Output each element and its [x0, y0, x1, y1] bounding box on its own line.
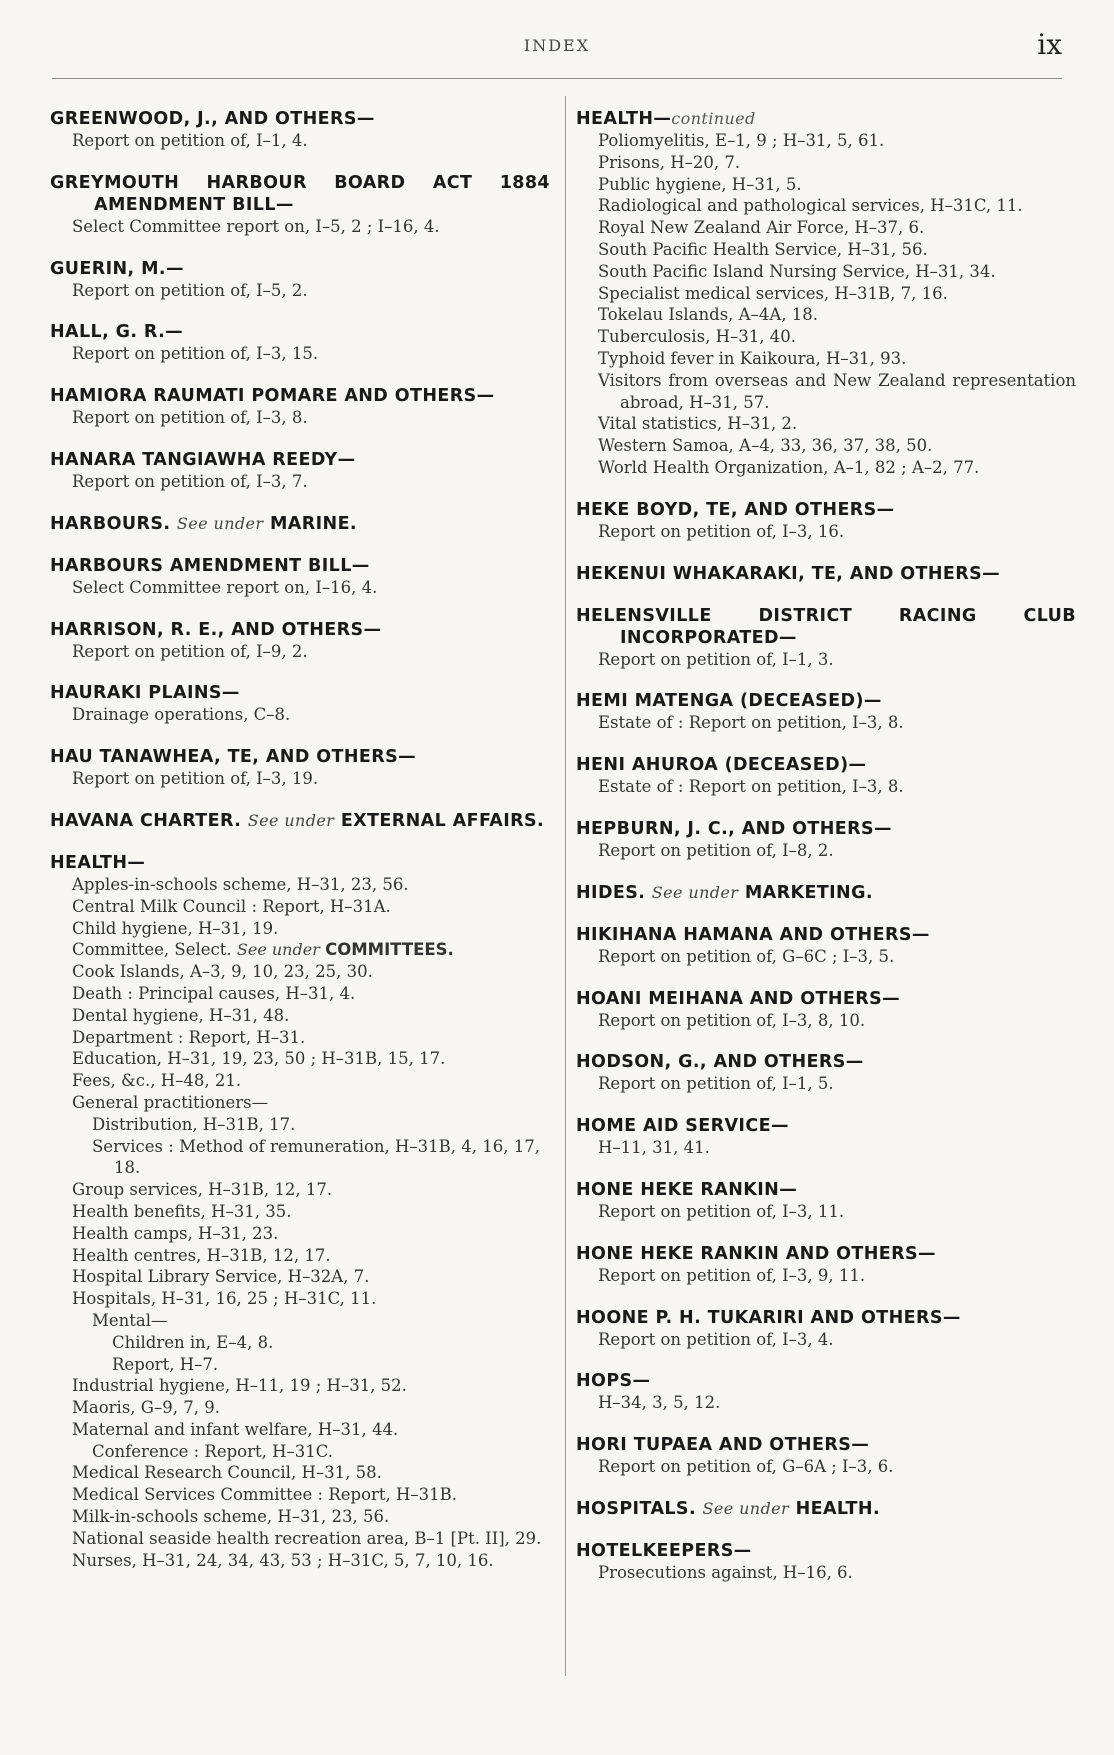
- entry-heading: HEALTH—: [50, 852, 146, 873]
- see-under-text: See under: [247, 810, 335, 830]
- entry-heading: HORI TUPAEA AND OTHERS—: [576, 1435, 870, 1456]
- index-entry-hotelkeepers: [576, 1540, 1076, 1584]
- entry-detail: Report on petition of, I–9, 2.: [72, 641, 308, 661]
- subentry: South Pacific Island Nursing Service, H–31, 34.: [598, 261, 996, 281]
- index-entry-havana: [50, 810, 550, 832]
- subentry: Medical Research Council, H–31, 58.: [72, 1463, 382, 1483]
- subentry: World Health Organization, A–1, 82 ; A–2, 77.: [598, 457, 980, 477]
- continued-label: continued: [671, 109, 756, 128]
- health-items-e: [50, 1462, 550, 1571]
- subentry: Milk-in-schools scheme, H–31, 23, 56.: [72, 1507, 390, 1527]
- subentry: Health centres, H–31B, 12, 17.: [72, 1245, 331, 1265]
- index-entry-heni-ahuroa: [576, 754, 1076, 798]
- subentry: Medical Services Committee : Report, H–31B.: [72, 1485, 458, 1505]
- subsubentry: Distribution, H–31B, 17.: [92, 1114, 296, 1134]
- subentry: Group services, H–31B, 12, 17.: [72, 1180, 333, 1200]
- cross-reference: MARINE.: [269, 513, 357, 534]
- cross-reference: MARKETING.: [744, 882, 873, 903]
- entry-detail: H–34, 3, 5, 12.: [598, 1393, 721, 1413]
- entry-detail: Select Committee report on, I–16, 4.: [72, 577, 378, 597]
- subentry: Child hygiene, H–31, 19.: [72, 918, 279, 938]
- subentry: General practitioners—: [72, 1092, 269, 1112]
- entry-heading: HOPS—: [576, 1371, 651, 1392]
- column-divider: [565, 96, 566, 1676]
- entry-heading: HIKIHANA HAMANA AND OTHERS—: [576, 924, 930, 945]
- entry-heading: HAMIORA RAUMATI POMARE AND OTHERS—: [50, 386, 495, 407]
- index-entry-hauraki: [50, 682, 550, 726]
- entry-heading: HEPBURN, J. C., AND OTHERS—: [576, 818, 892, 839]
- entry-heading: HAU TANAWHEA, TE, AND OTHERS—: [50, 747, 417, 768]
- subentry: Apples-in-schools scheme, H–31, 23, 56.: [72, 874, 409, 894]
- subentry: Maternal and infant welfare, H–31, 44.: [72, 1419, 399, 1439]
- subentry-committee: [50, 939, 550, 961]
- entry-detail: Report on petition of, I–3, 19.: [72, 769, 319, 789]
- subentry: Radiological and pathological services, H–31C, 11.: [598, 196, 1023, 216]
- index-entry-hoone: [576, 1307, 1076, 1351]
- entry-heading: HOANI MEIHANA AND OTHERS—: [576, 988, 901, 1009]
- index-entry-helensville: [576, 605, 1076, 671]
- entry-heading: GREENWOOD, J., AND OTHERS—: [50, 109, 375, 129]
- entry-detail: Report on petition of, I–3, 15.: [72, 344, 319, 364]
- subentry: Poliomyelitis, E–1, 9 ; H–31, 5, 61.: [598, 131, 885, 150]
- index-entry-heke-boyd: [576, 499, 1076, 543]
- subentry: Public hygiene, H–31, 5.: [598, 174, 802, 194]
- subentry: Cook Islands, A–3, 9, 10, 23, 25, 30.: [72, 962, 373, 982]
- entry-heading: [576, 1498, 1076, 1520]
- heading-text: HARBOURS.: [50, 513, 171, 534]
- entry-heading: HOME AID SERVICE—: [576, 1116, 789, 1137]
- index-entry-harrison: [50, 619, 550, 663]
- subentry: Health camps, H–31, 23.: [72, 1223, 279, 1243]
- subentry: Prisons, H–20, 7.: [598, 152, 741, 172]
- entry-detail: Report on petition of, I–3, 8, 10.: [598, 1010, 866, 1030]
- entry-detail: Report on petition of, I–1, 4.: [72, 131, 308, 150]
- entry-detail: Report on petition of, G–6C ; I–3, 5.: [598, 946, 895, 966]
- entry-detail: Report on petition of, I–3, 7.: [72, 471, 308, 491]
- subentry: Health benefits, H–31, 35.: [72, 1201, 292, 1221]
- entry-detail: Report on petition of, I–8, 2.: [598, 840, 834, 860]
- entry-heading: [50, 513, 550, 535]
- see-under-text: See under: [702, 1498, 790, 1518]
- subentry: Tuberculosis, H–31, 40.: [598, 327, 796, 347]
- subentry: Visitors from overseas and New Zealand representation abroad, H–31, 57.: [598, 370, 1076, 412]
- health-items-a: [50, 874, 550, 939]
- index-entry-health: [50, 852, 550, 1572]
- subentry: Specialist medical services, H–31B, 7, 16.: [598, 283, 948, 303]
- entry-heading: HAURAKI PLAINS—: [50, 683, 240, 704]
- entry-detail: Report on petition of, I–3, 8.: [72, 408, 308, 428]
- entry-heading: HODSON, G., AND OTHERS—: [576, 1052, 864, 1073]
- index-entry-hanara: [50, 449, 550, 493]
- index-entry-hall: [50, 321, 550, 365]
- entry-heading: HONE HEKE RANKIN—: [576, 1179, 798, 1200]
- header-rule: [52, 78, 1062, 79]
- index-entry-harbours-bill: [50, 555, 550, 599]
- index-entry-guerin: [50, 258, 550, 302]
- entry-heading: GUERIN, M.—: [50, 258, 184, 279]
- entry-heading: HEKENUI WHAKARAKI, TE, AND OTHERS—: [576, 563, 1001, 584]
- subentry: Hospitals, H–31, 16, 25 ; H–31C, 11.: [72, 1289, 377, 1309]
- entry-heading: HELENSVILLE DISTRICT RACING CLUB INCORPORATED—: [576, 605, 1076, 648]
- entry-heading: HANARA TANGIAWHA REEDY—: [50, 449, 356, 470]
- index-entry-hau: [50, 746, 550, 790]
- see-under-text: See under: [651, 882, 739, 902]
- subentry: Vital statistics, H–31, 2.: [598, 414, 798, 434]
- entry-detail: Report on petition of, I–3, 11.: [598, 1201, 845, 1221]
- page-number: ix: [1037, 28, 1062, 61]
- entry-heading: HARBOURS AMENDMENT BILL—: [50, 555, 370, 576]
- index-entry-hoani: [576, 988, 1076, 1032]
- index-entry-hekenui: [576, 563, 1076, 585]
- subentry: Industrial hygiene, H–11, 19 ; H–31, 52.: [72, 1376, 407, 1396]
- subsubsubentry: Report, H–7.: [112, 1354, 219, 1374]
- cross-reference: COMMITTEES.: [325, 940, 454, 960]
- entry-heading: HEMI MATENGA (DECEASED)—: [576, 691, 882, 712]
- entry-detail: Prosecutions against, H–16, 6.: [598, 1562, 853, 1582]
- entry-heading: HALL, G. R.—: [50, 322, 184, 343]
- heading-text: HIDES.: [576, 882, 646, 903]
- see-under-text: See under: [236, 940, 320, 960]
- subentry: Death : Principal causes, H–31, 4.: [72, 983, 356, 1003]
- index-entry-hemi-matenga: [576, 690, 1076, 734]
- entry-detail: Report on petition of, I–1, 3.: [598, 649, 834, 669]
- health-items-d: [50, 1375, 550, 1440]
- heading-text: HOSPITALS.: [576, 1498, 696, 1519]
- entry-detail: Report on petition of, I–5, 2.: [72, 280, 308, 300]
- health-items-c: [50, 1179, 550, 1310]
- entry-detail: Report on petition of, I–3, 4.: [598, 1329, 834, 1349]
- index-entry-hamiora: [50, 385, 550, 429]
- subentry: Nurses, H–31, 24, 34, 43, 53 ; H–31C, 5, 7, 10, 16.: [72, 1550, 494, 1570]
- index-entry-greymouth: [50, 172, 550, 238]
- entry-detail: Report on petition of, G–6A ; I–3, 6.: [598, 1457, 894, 1477]
- subsubentry: Services : Method of remuneration, H–31B, 4, 16, 17, 18.: [92, 1136, 540, 1178]
- entry-heading: HARRISON, R. E., AND OTHERS—: [50, 619, 382, 640]
- entry-heading: HOTELKEEPERS—: [576, 1540, 752, 1561]
- index-entry-hone-heke-others: [576, 1243, 1076, 1287]
- subsubsubentry: Children in, E–4, 8.: [112, 1332, 274, 1352]
- entry-detail: Estate of : Report on petition, I–3, 8.: [598, 713, 904, 733]
- entry-heading: HENI AHUROA (DECEASED)—: [576, 755, 867, 776]
- subentry: Hospital Library Service, H–32A, 7.: [72, 1267, 370, 1287]
- see-under-text: See under: [176, 513, 264, 533]
- subsubentry: Conference : Report, H–31C.: [92, 1441, 333, 1461]
- left-column: [50, 108, 550, 1591]
- index-entry-hepburn: [576, 818, 1076, 862]
- subentry: Central Milk Council : Report, H–31A.: [72, 896, 391, 916]
- entry-detail: H–11, 31, 41.: [598, 1138, 710, 1158]
- index-entry-home-aid: [576, 1115, 1076, 1159]
- subentry: Fees, &c., H–48, 21.: [72, 1071, 242, 1091]
- entry-heading: [576, 108, 1076, 130]
- index-entry-hops: [576, 1370, 1076, 1414]
- entry-detail: Report on petition of, I–1, 5.: [598, 1074, 834, 1094]
- index-entry-greenwood: [50, 108, 550, 152]
- index-entry-hori: [576, 1434, 1076, 1478]
- cross-reference: HEALTH.: [795, 1498, 880, 1519]
- subentry-text: Committee, Select.: [72, 940, 232, 960]
- subentry: Western Samoa, A–4, 33, 36, 37, 38, 50.: [598, 436, 933, 456]
- page-header: [0, 28, 1114, 66]
- entry-detail: Report on petition of, I–3, 16.: [598, 521, 845, 541]
- health-items-b: [50, 961, 550, 1114]
- right-column: [576, 108, 1076, 1604]
- entry-detail: Drainage operations, C–8.: [72, 705, 291, 725]
- entry-heading: [576, 882, 1076, 904]
- entry-detail: Report on petition of, I–3, 9, 11.: [598, 1265, 866, 1285]
- entry-heading: [50, 810, 550, 832]
- index-entry-hides: [576, 882, 1076, 904]
- subsubentry-mental: Mental—: [92, 1310, 168, 1330]
- subentry: National seaside health recreation area, B–1 [Pt. II], 29.: [72, 1528, 542, 1548]
- subentry: Department : Report, H–31.: [72, 1027, 306, 1047]
- cross-reference: EXTERNAL AFFAIRS.: [340, 810, 545, 831]
- subentry: Tokelau Islands, A–4A, 18.: [598, 305, 818, 325]
- subentry: Education, H–31, 19, 23, 50 ; H–31B, 15, 17.: [72, 1049, 446, 1069]
- entry-heading: HONE HEKE RANKIN AND OTHERS—: [576, 1243, 936, 1264]
- subentry: Maoris, G–9, 7, 9.: [72, 1398, 220, 1418]
- entry-detail: Estate of : Report on petition, I–3, 8.: [598, 777, 904, 797]
- subentry: Royal New Zealand Air Force, H–37, 6.: [598, 218, 925, 238]
- entry-detail: Select Committee report on, I–5, 2 ; I–16, 4.: [72, 216, 440, 236]
- index-entry-harbours: [50, 513, 550, 535]
- index-entry-hikihana: [576, 924, 1076, 968]
- entry-heading: HOONE P. H. TUKARIRI AND OTHERS—: [576, 1307, 961, 1328]
- index-entry-hone-heke: [576, 1179, 1076, 1223]
- index-entry-health-continued: [576, 108, 1076, 479]
- index-entry-hospitals: [576, 1498, 1076, 1520]
- subentry: Dental hygiene, H–31, 48.: [72, 1005, 290, 1025]
- heading-text: HEALTH—: [576, 109, 672, 129]
- index-entry-hodson: [576, 1051, 1076, 1095]
- page-title: INDEX: [523, 36, 591, 55]
- entry-heading: HEKE BOYD, TE, AND OTHERS—: [576, 499, 895, 520]
- entry-heading: GREYMOUTH HARBOUR BOARD ACT 1884 AMENDMENT BILL—: [50, 172, 550, 215]
- subentry: Typhoid fever in Kaikoura, H–31, 93.: [598, 348, 907, 368]
- heading-text: HAVANA CHARTER.: [50, 810, 242, 831]
- subentry: South Pacific Health Service, H–31, 56.: [598, 239, 928, 259]
